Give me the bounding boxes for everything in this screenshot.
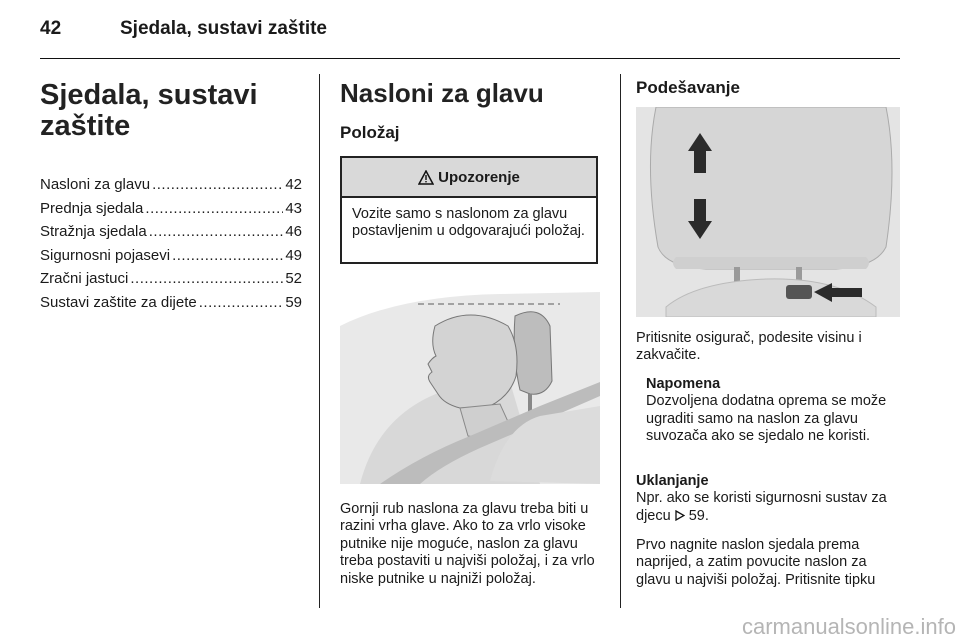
toc-entry[interactable] (40, 294, 302, 318)
toc-entry-page: 42 (285, 176, 302, 193)
toc-leader (149, 223, 284, 240)
note-label: Napomena (646, 376, 721, 392)
removal-block (636, 473, 902, 525)
header-rule (40, 58, 900, 59)
toc-entry-title: Sigurnosni pojasevi (40, 246, 171, 264)
toc-entry[interactable] (40, 200, 302, 224)
column-divider-left (319, 74, 320, 608)
adjust-instructions: Pritisnite osigurač, podesite visinu i zakvačite. (636, 330, 862, 364)
section-title: Nasloni za glavu (340, 78, 544, 108)
removal-label: Uklanjanje (636, 473, 709, 489)
subsection-title-position: Položaj (340, 123, 400, 142)
toc-entry-title: Sustavi zaštite za dijete (40, 293, 197, 311)
toc-leader (172, 247, 283, 264)
arrow-reference-icon (675, 510, 685, 521)
column-divider-right (620, 74, 621, 608)
warning-triangle-icon (418, 170, 434, 185)
note-text: Dozvoljena dodatna oprema se može ugraditi samo na naslon za glavu suvozača ako se sjedalo ne koristi. (646, 393, 887, 445)
toc-entry-title: Stražnja sjedala (40, 223, 147, 240)
warning-heading: Upozorenje (438, 168, 520, 186)
table-of-contents (40, 176, 302, 317)
head-restraint-adjustment-illustration (636, 107, 900, 317)
removal-text: Npr. ako se koristi sigurnosni sustav za djecu (636, 490, 887, 524)
toc-entry-page: 59 (285, 293, 302, 311)
warning-box (340, 156, 598, 264)
toc-entry-title: Zračni jastuci (40, 270, 129, 287)
chapter-title: Sjedala, sustavi zaštite (40, 79, 258, 142)
toc-entry[interactable] (40, 270, 302, 294)
toc-entry-page: 52 (285, 270, 302, 287)
toc-leader (130, 270, 283, 287)
watermark: carmanualsonline.info (741, 614, 956, 639)
toc-entry[interactable] (40, 247, 302, 271)
toc-entry-page: 46 (285, 223, 302, 240)
position-paragraph: Gornji rub naslona za glavu treba biti u razini vrha glave. Ako to za vrlo visoke putnike nije moguće, naslon za glavu treba postaviti u najviši položaj, i za vrlo niske putnike u najniži položaj. (340, 501, 595, 587)
toc-entry[interactable] (40, 223, 302, 247)
removal-steps: Prvo nagnite naslon sjedala prema naprijed, a zatim povucite naslon za glavu u najviši položaj. Pritisnite tipku (636, 537, 876, 588)
toc-entry-title: Nasloni za glavu (40, 176, 151, 193)
note-block (646, 376, 900, 446)
running-title: Sjedala, sustavi zaštite (120, 18, 327, 39)
toc-entry[interactable] (40, 176, 302, 200)
toc-leader (152, 176, 283, 193)
page-number: 42 (40, 18, 62, 39)
toc-entry-page: 49 (285, 246, 302, 264)
removal-ref-page[interactable]: 59. (688, 507, 709, 524)
warning-text: Vozite samo s naslonom za glavu postavljenim u odgovarajući položaj. (352, 206, 585, 239)
toc-leader (145, 200, 283, 217)
head-restraint-position-illustration (340, 286, 600, 484)
subsection-title-adjustment: Podešavanje (636, 78, 740, 97)
toc-leader (199, 294, 284, 311)
toc-entry-page: 43 (285, 199, 302, 217)
toc-entry-title: Prednja sjedala (40, 199, 144, 217)
warning-header (342, 158, 596, 198)
removal-reference-line (636, 490, 902, 525)
